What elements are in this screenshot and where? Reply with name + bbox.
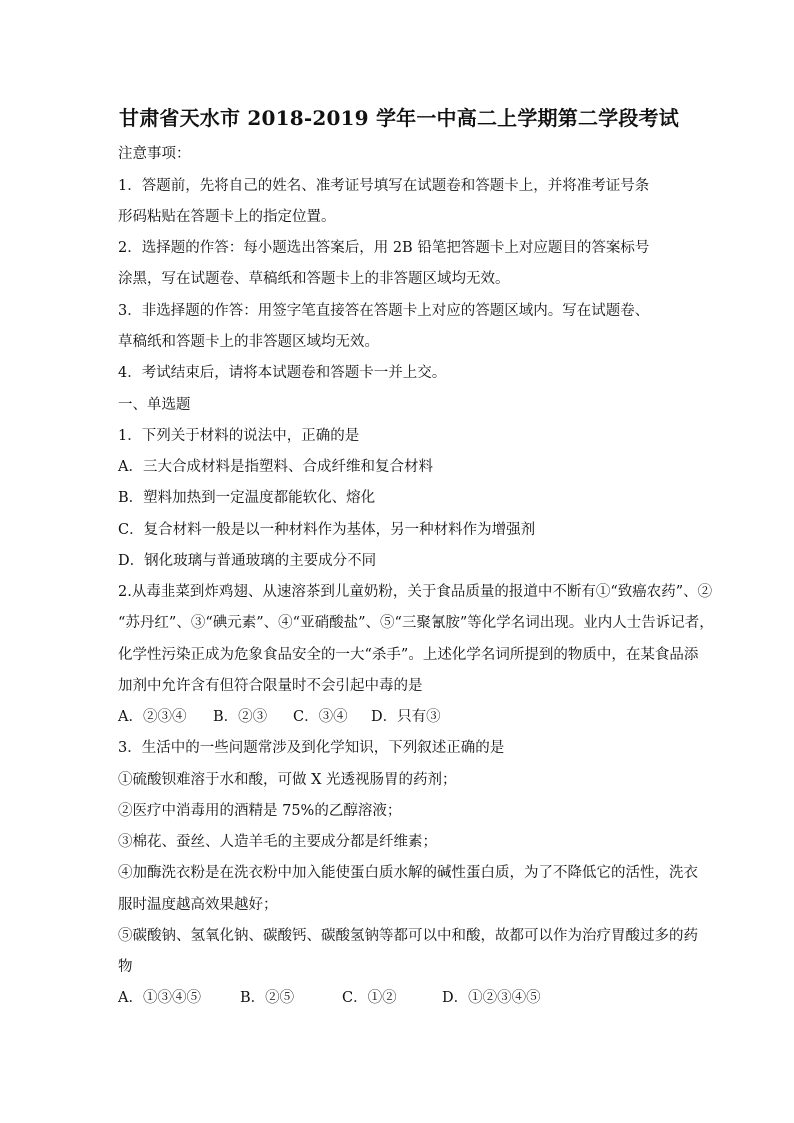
- section-heading: 一、单选题: [118, 397, 191, 413]
- question-2-option-a: A．②③④: [118, 709, 187, 725]
- question-2-option-b: B．②③: [213, 709, 268, 725]
- question-1-option-c: C．复合材料一般是以一种材料作为基体，另一种材料作为增强剂: [118, 522, 536, 538]
- note-line: 形码粘贴在答题卡上的指定位置。: [118, 209, 336, 225]
- note-line: 4．考试结束后，请将本试题卷和答题卡一并上交。: [118, 365, 447, 381]
- question-2-stem: “苏丹红”、③“碘元素”、④“亚硝酸盐”、⑤“三聚氰胺”等化学名词出现。业内人士告诉记者，: [118, 615, 714, 631]
- note-line: 草稿纸和答题卡上的非答题区域均无效。: [118, 334, 379, 350]
- question-1-option-d: D．钢化玻璃与普通玻璃的主要成分不同: [118, 553, 377, 569]
- notes-heading: 注意事项：: [118, 146, 191, 162]
- question-2-options: [118, 707, 441, 727]
- note-line: 3．非选择题的作答：用签字笔直接答在答题卡上对应的答题区域内。写在试题卷、: [118, 303, 650, 319]
- note-line: 1．答题前，先将自己的姓名、准考证号填写在试题卷和答题卡上，并将准考证号条: [118, 178, 650, 194]
- question-3-statement: 服时温度越高效果越好；: [118, 897, 278, 913]
- exam-title: 甘肃省天水市 2018-2019 学年一中高二上学期第二学段考试: [119, 106, 679, 130]
- question-3-statement: ④加酶洗衣粉是在洗衣粉中加入能使蛋白质水解的碱性蛋白质，为了不降低它的活性，洗衣: [118, 865, 698, 881]
- question-1-option-b: B．塑料加热到一定温度都能软化、熔化: [118, 490, 376, 506]
- question-3-option-b: B．②⑤: [240, 990, 295, 1006]
- question-3-statement: ③棉花、蚕丝、人造羊毛的主要成分都是纤维素；: [118, 834, 437, 850]
- note-line: 涂黑，写在试题卷、草稿纸和答题卡上的非答题区域均无效。: [118, 271, 510, 287]
- question-3-option-c: C．①②: [342, 990, 397, 1006]
- question-3-statement: ⑤碳酸钠、氢氧化钠、碳酸钙、碳酸氢钠等都可以中和酸，故都可以作为治疗胃酸过多的药: [118, 928, 698, 944]
- question-2-stem: 2.从毒韭菜到炸鸡翅、从速溶茶到儿童奶粉，关于食品质量的报道中不断有①“致癌农药”、②: [118, 584, 713, 600]
- question-1-option-a: A．三大合成材料是指塑料、合成纤维和复合材料: [118, 459, 433, 475]
- question-3-option-d: D．①②③④⑤: [442, 990, 541, 1006]
- question-3-statement: ②医疗中消毒用的酒精是 75%的乙醇溶液；: [118, 803, 402, 819]
- question-2-stem: 加剂中允许含有但符合限量时不会引起中毒的是: [118, 678, 423, 694]
- question-3-options: [118, 988, 541, 1008]
- question-1-stem: 1．下列关于材料的说法中，正确的是: [118, 428, 360, 444]
- question-2-option-d: D．只有③: [371, 709, 441, 725]
- question-3-statement: 物: [118, 959, 133, 975]
- question-2-option-c: C．③④: [293, 709, 348, 725]
- question-3-stem: 3．生活中的一些问题常涉及到化学知识，下列叙述正确的是: [118, 740, 505, 756]
- question-2-stem: 化学性污染正成为危象食品安全的一大“杀手”。上述化学名词所提到的物质中，在某食品添: [118, 647, 699, 663]
- question-3-option-a: A．①③④⑤: [118, 990, 201, 1006]
- note-line: 2．选择题的作答：每小题选出答案后，用 2B 铅笔把答题卡上对应题目的答案标号: [118, 240, 650, 256]
- question-3-statement: ①硫酸钡难溶于水和酸，可做 X 光透视肠胃的药剂；: [118, 772, 457, 788]
